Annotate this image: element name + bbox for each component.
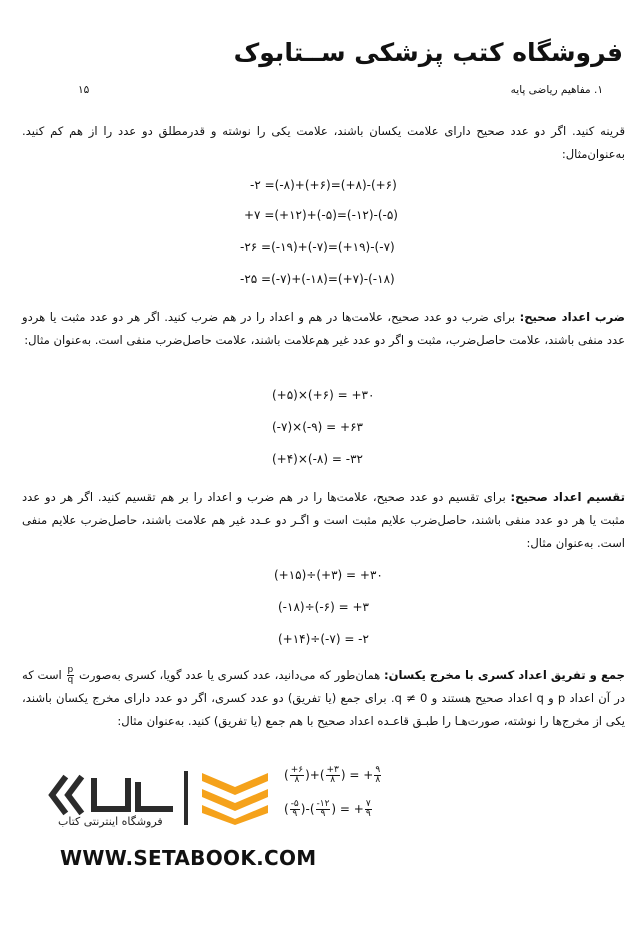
setabook-url: WWW.SETABOOK.COM bbox=[60, 846, 317, 870]
division-text: برای تقسیم دو عدد صحیح، علامت‌ها را در هم ضرب و اعداد را بر هم تقسیم کنید. اگر هر دو عدد مثبت یا هر دو عدد منفی باشند، حاصل‌ضرب علایم مثبت است و اگـر دو عـدد غیر هم علامت باشند، حاصل‌ضرب علایم منفی است. به‌عنوان مثال: bbox=[22, 490, 625, 550]
equation-b1: (+۵)×(+۶) = +۳۰ bbox=[272, 388, 375, 402]
fraction-equation-2: ( $\frac{-۵}{۹}$ )-( $\frac{-۱۲}{۹}$ ) = + $\frac{۷}{۹}$ bbox=[284, 799, 371, 819]
equation-b3: (+۴)×(-۸) = -۳۲ bbox=[272, 452, 363, 466]
division-paragraph bbox=[22, 486, 625, 555]
fraction-paragraph bbox=[22, 664, 625, 733]
running-head bbox=[78, 84, 603, 100]
logo-subtitle: فروشگاه اینترنتی کتاب bbox=[58, 815, 163, 828]
equation-c2: (-۱۸)÷(-۶) = +۳ bbox=[278, 600, 369, 614]
chapter-title: ۱. مفاهیم ریاضی پایه bbox=[510, 84, 603, 96]
fraction-text-2: است که در آن اعداد p و q اعداد صحیح هستند و q ≠ 0. برای جمع (یا تفریق) دو عدد کسری، اگر دو عدد دارای مخرج یکسان باشند، یکی از مخرج‌ها را نوشته، صورت‌هـا را طبـق قاعـده اعداد صحیح با هم جمع (یا تفریق) کنید. به‌عنوان مثال: bbox=[22, 668, 625, 728]
division-heading: تقسیم اعداد صحیح: bbox=[510, 490, 625, 504]
fraction-heading: جمع و تفریق اعداد کسری با مخرج یکسان: bbox=[384, 668, 626, 682]
equation-a4: -۲۵ =(-۷)+(-۱۸)=(+۷)-(-۱۸) bbox=[240, 272, 395, 286]
page-number: ۱۵ bbox=[78, 84, 90, 96]
equation-b2: (-۷)×(-۹) = +۶۳ bbox=[272, 420, 363, 434]
equation-a2: +۷ =(+۱۲)+(-۵)=(-۱۲)-(-۵) bbox=[244, 208, 398, 222]
equation-a3: -۲۶ =(-۱۹)+(-۷)=(+۱۹)-(-۷) bbox=[240, 240, 395, 254]
multiplication-text: برای ضرب دو عدد صحیح، علامت‌ها در هم و اعداد را در هم ضرب کنید. اگر هر دو عدد مثبت یا هردو عدد منفی باشند، علامت حاصل‌ضرب، مثبت و اگر دو عدد غیر هم‌علامت باشند، علامت حاصل‌ضرب منفی است. به‌عنوان مثال: bbox=[22, 310, 625, 347]
store-title: فروشگاه کتب پزشکی ســتابوک bbox=[233, 38, 623, 67]
equation-c1: (+۱۵)÷(+۳) = +۳۰ bbox=[274, 568, 383, 582]
equation-c3: (+۱۴)÷(-۷) = -۲ bbox=[278, 632, 369, 646]
fraction-equation-1: ( $\frac{+۶}{۸}$ )+( $\frac{+۳}{۸}$ ) = + $\frac{۹}{۸}$ bbox=[284, 765, 381, 785]
equation-a1: -۲ =(-۸)+(+۶)=(+۸)-(+۶) bbox=[250, 178, 397, 192]
multiplication-heading: ضرب اعداد صحیح: bbox=[519, 310, 625, 324]
intro-paragraph: قرینه کنید. اگر دو عدد صحیح دارای علامت یکسان باشند، علامت یکی را نوشته و قدرمطلق دو عدد را از هم کم کنید. به‌عنوان‌مثال: bbox=[22, 124, 625, 161]
multiplication-paragraph bbox=[22, 306, 625, 352]
fraction-p-over-q: $\frac{p}{q}$ bbox=[67, 665, 74, 685]
fraction-text-1: همان‌طور که می‌دانید، عدد کسری یا عدد گویا، کسری به‌صورت bbox=[75, 668, 385, 682]
